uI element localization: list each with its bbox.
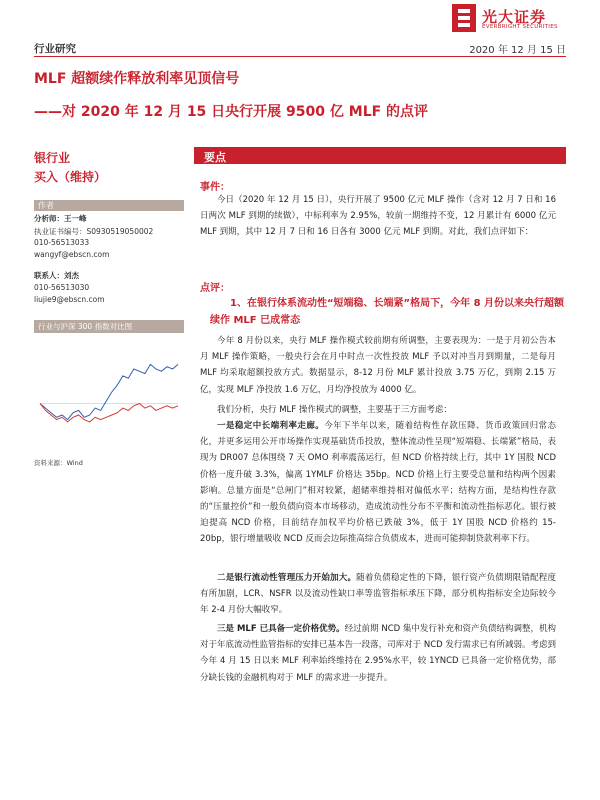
body-paragraph [200, 570, 556, 619]
company-logo [452, 4, 592, 34]
analyst-email[interactable]: wangyf@ebscn.com [34, 250, 110, 259]
analyst-phone: 010-56513033 [34, 238, 90, 247]
paragraph-text: 随着负债稳定性的下降，银行资产负债期限错配程度有所加剧，LCR、NSFR 以及流动性缺口率等监管指标承压下降，部分机构指标安全边际较今年 2-4 月份大幅收窄。 [200, 573, 556, 616]
contact-email[interactable]: liujie9@ebscn.com [34, 295, 105, 304]
logo-en-text: EVERBRIGHT SECURITIES [482, 24, 558, 30]
comment-heading: 点评： [200, 283, 230, 294]
report-subtitle: ——对 2020 年 12 月 15 日央行开展 9500 亿 MLF 的点评 [34, 104, 429, 120]
rating-label: 买入（维持） [34, 170, 107, 184]
event-heading: 事件： [200, 182, 230, 193]
contact-phone: 010-56513030 [34, 283, 90, 292]
analyst-cert: 执业证书编号：S0930519050002 [34, 227, 154, 236]
body-paragraph [200, 418, 556, 548]
index-comparison-chart [34, 338, 184, 448]
paragraph-text: 今年下半年以来，随着结构性存款压降、货币政策回归常态化，并更多运用公开市场操作实现基础货币投放，整体流动性呈现“短端稳、长端紧”格局，表现为 DR007 总体围绕 7 天 OMO 利率震荡运行，但 NCD 价格持续上行，其中 1Y 国股 NCD 价格一度升破 3.3%，偏离 1YMLF 价格达 35bp。NCD 价格上行主要受总量和结构两个因素影响。总量方面是“总闸门”相对较紧，超储率维持相对偏低水平；结构方面，是结构性存款的“压量控价”和一般负债向资本市场移动，造成流动性分布不平衡和流动性指标恶化。银行被迫提高 NCD 价格，目前结存加权平均价格已跌破 3%，低于 1Y 国股 NCD 价格约 15-20bp，银行增量吸收 NCD 反而会边际推高综合负债成本，进而可能抑制贷款利率下行。 [200, 421, 556, 545]
logo-cn-text: 光大证券 [482, 8, 547, 26]
analyst-name: 分析师：王一峰 [34, 214, 87, 223]
contact-name: 联系人：刘杰 [34, 271, 79, 280]
chart-title: 行业与沪深 300 指数对比图 [34, 320, 184, 333]
key-points-label: 要点 [204, 151, 226, 164]
body-paragraph [200, 621, 556, 686]
paragraph-text: 经过前期 NCD 集中发行补充和资产负债结构调整，机构对于年底流动性监管指标的安排已基本告一段落，司库对于 NCD 发行需求已有所减弱。考虑到今年 4 月 15 日以来 MLF 利率始终维持在 2.95%水平，较 1YNCD 已具备一定价格优势，部分缺长钱的金融机构对于 MLF 的需求进一步提升。 [200, 624, 556, 683]
author-section-label: 作者 [34, 200, 184, 211]
header-divider [34, 56, 566, 57]
report-type: 行业研究 [34, 43, 76, 55]
chart-source: 资料来源：Wind [34, 459, 83, 467]
section-subheading: 1、在银行体系流动性“短端稳、长端紧”格局下，今年 8 月份以来央行超额续作 MLF 已成常态 [210, 298, 565, 326]
chart-series-line-2 [40, 404, 178, 422]
paragraph-lead: 三是 MLF 已具备一定价格优势。 [217, 624, 345, 634]
report-date: 2020 年 12 月 15 日 [469, 45, 566, 56]
chart-series-line-1 [40, 364, 178, 419]
industry-label: 银行业 [34, 151, 71, 165]
paragraph-lead: 二是银行流动性管理压力开始加大。 [217, 573, 357, 583]
paragraph-lead: 一是稳定中长端利率走廊。 [217, 421, 325, 431]
key-points-header [194, 147, 566, 164]
body-paragraph: 今年 8 月份以来，央行 MLF 操作模式较前期有所调整，主要表现为：一是于月初公告本月 MLF 操作策略，一般央行会在月中时点一次性投放 MLF 予以对冲当月到期量，二是每月 MLF 均采取超额投放方式。数据显示，8-12 月份 MLF 累计投放 3.75 万亿，到期 2.15 万亿，实现 MLF 净投放 1.6 万亿，月均净投放为 4000 亿。 [200, 336, 556, 395]
event-paragraph: 今日（2020 年 12 月 15 日），央行开展了 9500 亿元 MLF 操作（含对 12 月 7 日和 16 日两次 MLF 到期的续做），中标利率为 2.95%，较前一期维持不变，12 月累计有 6000 亿元 MLF 到期，其中 12 月 7 日和 16 日各有 3000 亿元 MLF 到期。对此，我们点评如下： [200, 195, 556, 238]
report-title: MLF 超额续作释放利率见顶信号 [34, 71, 240, 87]
body-paragraph: 我们分析，央行 MLF 操作模式的调整，主要基于三方面考虑： [217, 405, 452, 415]
logo-mark-icon [452, 4, 476, 32]
